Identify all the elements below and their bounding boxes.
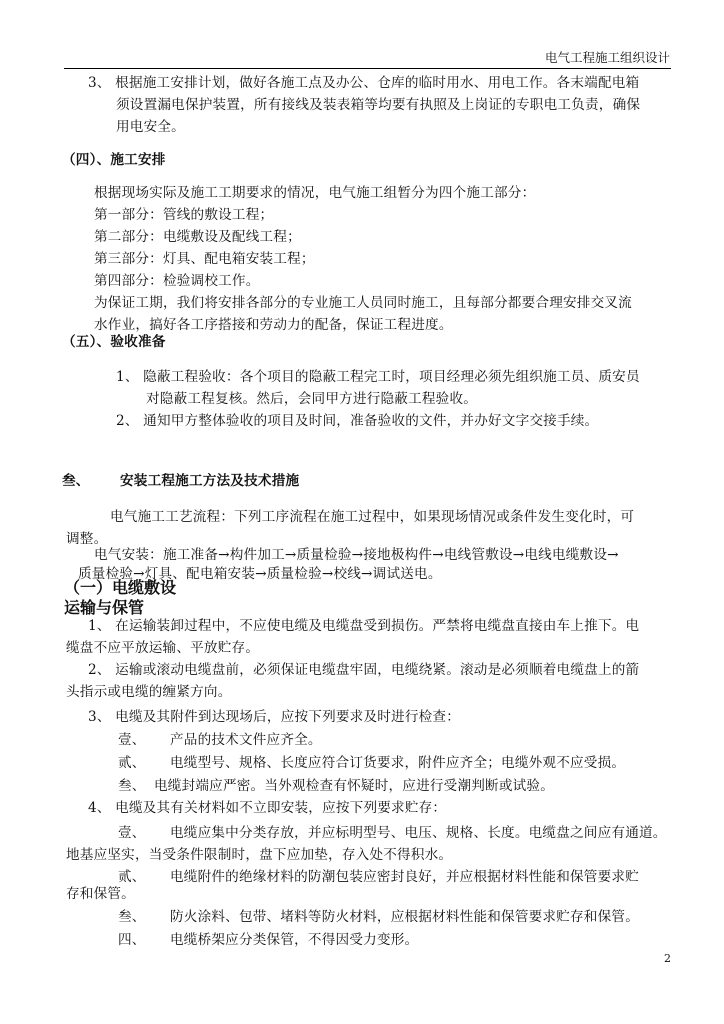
install-flow-line-1: 电气安装：施工准备→构件加工→质量检验→接地极构件→电线管敷设→电线电缆敷设→ bbox=[94, 547, 619, 563]
cable-p3-item-num: 贰、 bbox=[118, 755, 146, 771]
cable-p4-item-3-num: 叁、 bbox=[118, 909, 146, 925]
section-5-heading: （五）、验收准备 bbox=[62, 334, 166, 350]
top-item-line-1: 3、 根据施工安排计划，做好各施工点及办公、仓库的临时用水、用电工作。各末端配电箱 bbox=[88, 75, 640, 91]
cable-p2-line-2: 头指示或电缆的缠紧方向。 bbox=[66, 684, 232, 700]
cable-p1-line-2: 缆盘不应平放运输、平放贮存。 bbox=[66, 640, 260, 656]
cable-p3-item-num: 叁、 bbox=[118, 778, 146, 794]
section-4-line: 水作业，搞好各工序搭接和劳动力的配备，保证工程进度。 bbox=[94, 317, 453, 333]
page-number: 2 bbox=[664, 952, 671, 965]
top-item-line-3: 用电安全。 bbox=[116, 119, 185, 135]
cable-p3: 3、 电缆及其附件到达现场后，应按下列要求及时进行检查： bbox=[88, 709, 461, 725]
cable-p4-item-2-line-2: 存和保管。 bbox=[66, 886, 135, 902]
section-4-line: 第三部分：灯具、配电箱安装工程； bbox=[94, 251, 315, 267]
cable-p4-item-2-num: 贰、 bbox=[118, 869, 146, 885]
cable-p3-item-text: 产品的技术文件应齐全。 bbox=[170, 732, 322, 748]
section-4-line: 根据现场实际及施工工期要求的情况，电气施工组暂分为四个施工部分： bbox=[94, 185, 536, 201]
cable-p4-item-4-text: 电缆桥架应分类保管，不得因受力变形。 bbox=[170, 932, 419, 948]
cable-p4-item-2-line-1: 电缆附件的绝缘材料的防潮包装应密封良好，并应根据材料性能和保管要求贮 bbox=[170, 869, 639, 885]
cable-p4-item-1-line-2: 地基应坚实，当受条件限制时，盘下应加垫，存入处不得积水。 bbox=[66, 847, 453, 863]
section-san-title: 安装工程施工方法及技术措施 bbox=[120, 473, 300, 489]
install-flow-line-2: 质量检验→灯具、配电箱安装→质量检验→校线→调试送电。 bbox=[78, 566, 442, 582]
process-flow-line-2: 调整。 bbox=[66, 531, 108, 547]
section-4-line: 第二部分：电缆敷设及配线工程； bbox=[94, 229, 301, 245]
cable-p3-item-text: 电缆封端应严密。当外观检查有怀疑时，应进行受潮判断或试验。 bbox=[154, 778, 555, 794]
section-5-item-1-line-2: 对隐蔽工程复核。然后，会同甲方进行隐蔽工程验收。 bbox=[146, 391, 478, 407]
process-flow-line-1: 电气施工工艺流程：下列工序流程在施工过程中，如果现场情况或条件发生变化时，可 bbox=[110, 509, 635, 525]
section-4-heading: （四）、施工安排 bbox=[62, 152, 166, 168]
cable-p3-item-num: 壹、 bbox=[118, 732, 146, 748]
header-rule bbox=[64, 68, 671, 69]
section-5-item-2: 2、 通知甲方整体验收的项目及时间，准备验收的文件，并办好文字交接手续。 bbox=[116, 413, 599, 429]
header-title: 电气工程施工组织设计 bbox=[544, 50, 670, 65]
section-5-item-1-line-1: 1、 隐蔽工程验收：各个项目的隐蔽工程完工时，项目经理必须先组织施工员、质安员 bbox=[116, 369, 640, 385]
cable-p4-item-3-text: 防火涂料、包带、堵料等防火材料，应根据材料性能和保管要求贮存和保管。 bbox=[170, 909, 639, 925]
cable-p2-line-1: 2、 运输或滚动电缆盘前，必须保证电缆盘牢固，电缆绕紧。滚动是必须顺着电缆盘上的箭 bbox=[88, 662, 640, 678]
cable-heading: （一）电缆敷设 bbox=[64, 578, 177, 597]
cable-p4-item-4-num: 四、 bbox=[118, 932, 146, 948]
cable-p4-item-1-line-1: 电缆应集中分类存放，并应标明型号、电压、规格、长度。电缆盘之间应有通道。 bbox=[170, 825, 667, 841]
section-4-line: 第四部分：检验调校工作。 bbox=[94, 273, 260, 289]
cable-p1-line-1: 1、 在运输装卸过程中，不应使电缆及电缆盘受到损伤。严禁将电缆盘直接由车上推下。电 bbox=[88, 618, 640, 634]
top-item-line-2: 须设置漏电保护装置，所有接线及装表箱等均要有执照及上岗证的专职电工负责，确保 bbox=[116, 97, 641, 113]
section-4-line: 为保证工期，我们将安排各部分的专业施工人员同时施工，且每部分都要合理安排交叉流 bbox=[94, 295, 632, 311]
cable-subheading: 运输与保管 bbox=[64, 598, 145, 617]
cable-p4-item-1-num: 壹、 bbox=[118, 825, 146, 841]
cable-p3-item-text: 电缆型号、规格、长度应符合订货要求，附件应齐全；电缆外观不应受损。 bbox=[170, 755, 626, 771]
cable-p4: 4、 电缆及其有关材料如不立即安装，应按下列要求贮存： bbox=[88, 800, 447, 816]
section-4-line: 第一部分：管线的敷设工程； bbox=[94, 207, 274, 223]
section-san-number: 叁、 bbox=[62, 473, 90, 489]
